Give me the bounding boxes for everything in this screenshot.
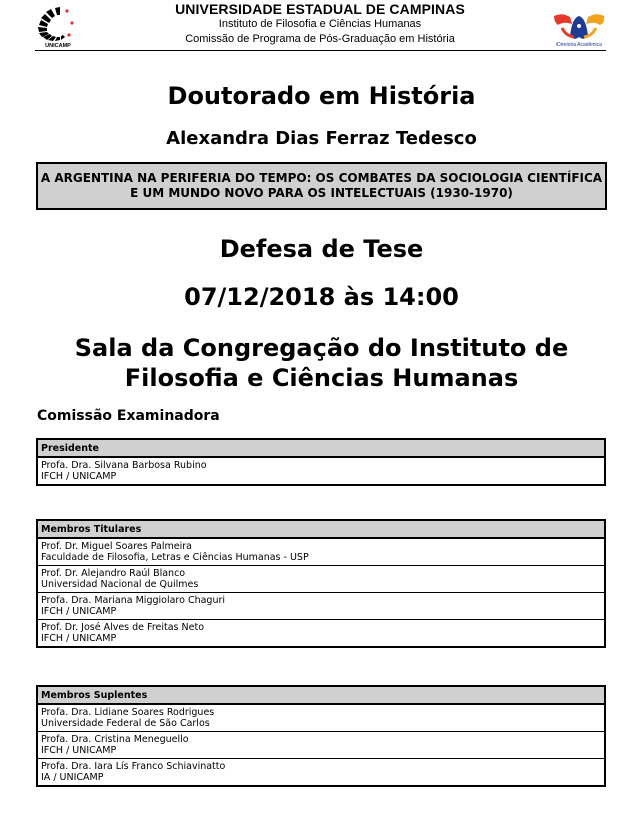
member-name: Profa. Dra. Iara Lís Franco Schiavinatto [41, 761, 226, 772]
member-affiliation: Universidade Federal de São Carlos [41, 718, 210, 729]
table-row [37, 620, 605, 648]
event-location [36, 333, 607, 393]
diretoria-academica-logo-text: iDiretoria Acadêmica [556, 42, 602, 48]
thesis-title-line-1: A ARGENTINA NA PERIFERIA DO TEMPO: OS COMBATES DA SOCIOLOGIA CIENTÍFICA [40, 171, 603, 185]
unicamp-logo [36, 6, 80, 48]
member-name: Profa. Dra. Silvana Barbosa Rubino [41, 460, 207, 471]
member-affiliation: IFCH / UNICAMP [41, 606, 117, 617]
titulares-table-header: Membros Titulares [37, 520, 605, 538]
president-table-header: Presidente [37, 439, 605, 457]
location-line-1: Sala da Congregação do Instituto de [74, 334, 569, 362]
member-name: Prof. Dr. José Alves de Freitas Neto [41, 622, 205, 633]
thesis-title-box [36, 162, 607, 210]
member-affiliation: IA / UNICAMP [41, 772, 104, 783]
letterhead [150, 2, 490, 47]
event-datetime: 07/12/2018 às 14:00 [184, 283, 459, 311]
member-name: Profa. Dra. Mariana Miggiolaro Chaguri [41, 595, 226, 606]
commission-name: Comissão de Programa de Pós-Graduação em História [185, 33, 455, 45]
author-name: Alexandra Dias Ferraz Tedesco [166, 128, 477, 149]
unicamp-logo-text: UNICAMP [45, 43, 71, 48]
table-row [37, 457, 605, 485]
member-name: Profa. Dra. Cristina Meneguello [41, 734, 189, 745]
member-name: Profa. Dra. Lidiane Soares Rodrigues [41, 707, 215, 718]
event-type: Defesa de Tese [219, 235, 424, 263]
president-table [36, 438, 606, 486]
location-line-2: Filosofia e Ciências Humanas [124, 364, 519, 392]
diretoria-academica-logo-icon [548, 8, 610, 48]
titulares-table [36, 519, 606, 648]
suplentes-table-header: Membros Suplentes [37, 686, 605, 704]
table-row [37, 732, 605, 759]
unicamp-logo-icon [36, 6, 80, 48]
table-row [37, 759, 605, 787]
member-name: Prof. Dr. Miguel Soares Palmeira [41, 541, 192, 552]
member-affiliation: IFCH / UNICAMP [41, 633, 117, 644]
member-affiliation: IFCH / UNICAMP [41, 471, 117, 482]
member-affiliation: IFCH / UNICAMP [41, 745, 117, 756]
university-name: UNIVERSIDADE ESTADUAL DE CAMPINAS [175, 1, 465, 17]
member-affiliation: Faculdade de Filosofia, Letras e Ciências Humanas - USP [41, 552, 309, 563]
suplentes-table [36, 685, 606, 787]
program-title: Doutorado em História [167, 82, 476, 110]
member-affiliation: Universidad Nacional de Quilmes [41, 579, 199, 590]
table-row [37, 538, 605, 566]
header-divider [35, 50, 606, 51]
member-name: Prof. Dr. Alejandro Raúl Blanco [41, 568, 186, 579]
thesis-title-line-2: E UM MUNDO NOVO PARA OS INTELECTUAIS (1930-1970) [130, 186, 513, 200]
diretoria-academica-logo [548, 8, 610, 48]
institute-name: Instituto de Filosofia e Ciências Humanas [218, 18, 422, 30]
table-row [37, 704, 605, 732]
table-row [37, 566, 605, 593]
committee-heading: Comissão Examinadora [37, 408, 220, 424]
table-row [37, 593, 605, 620]
